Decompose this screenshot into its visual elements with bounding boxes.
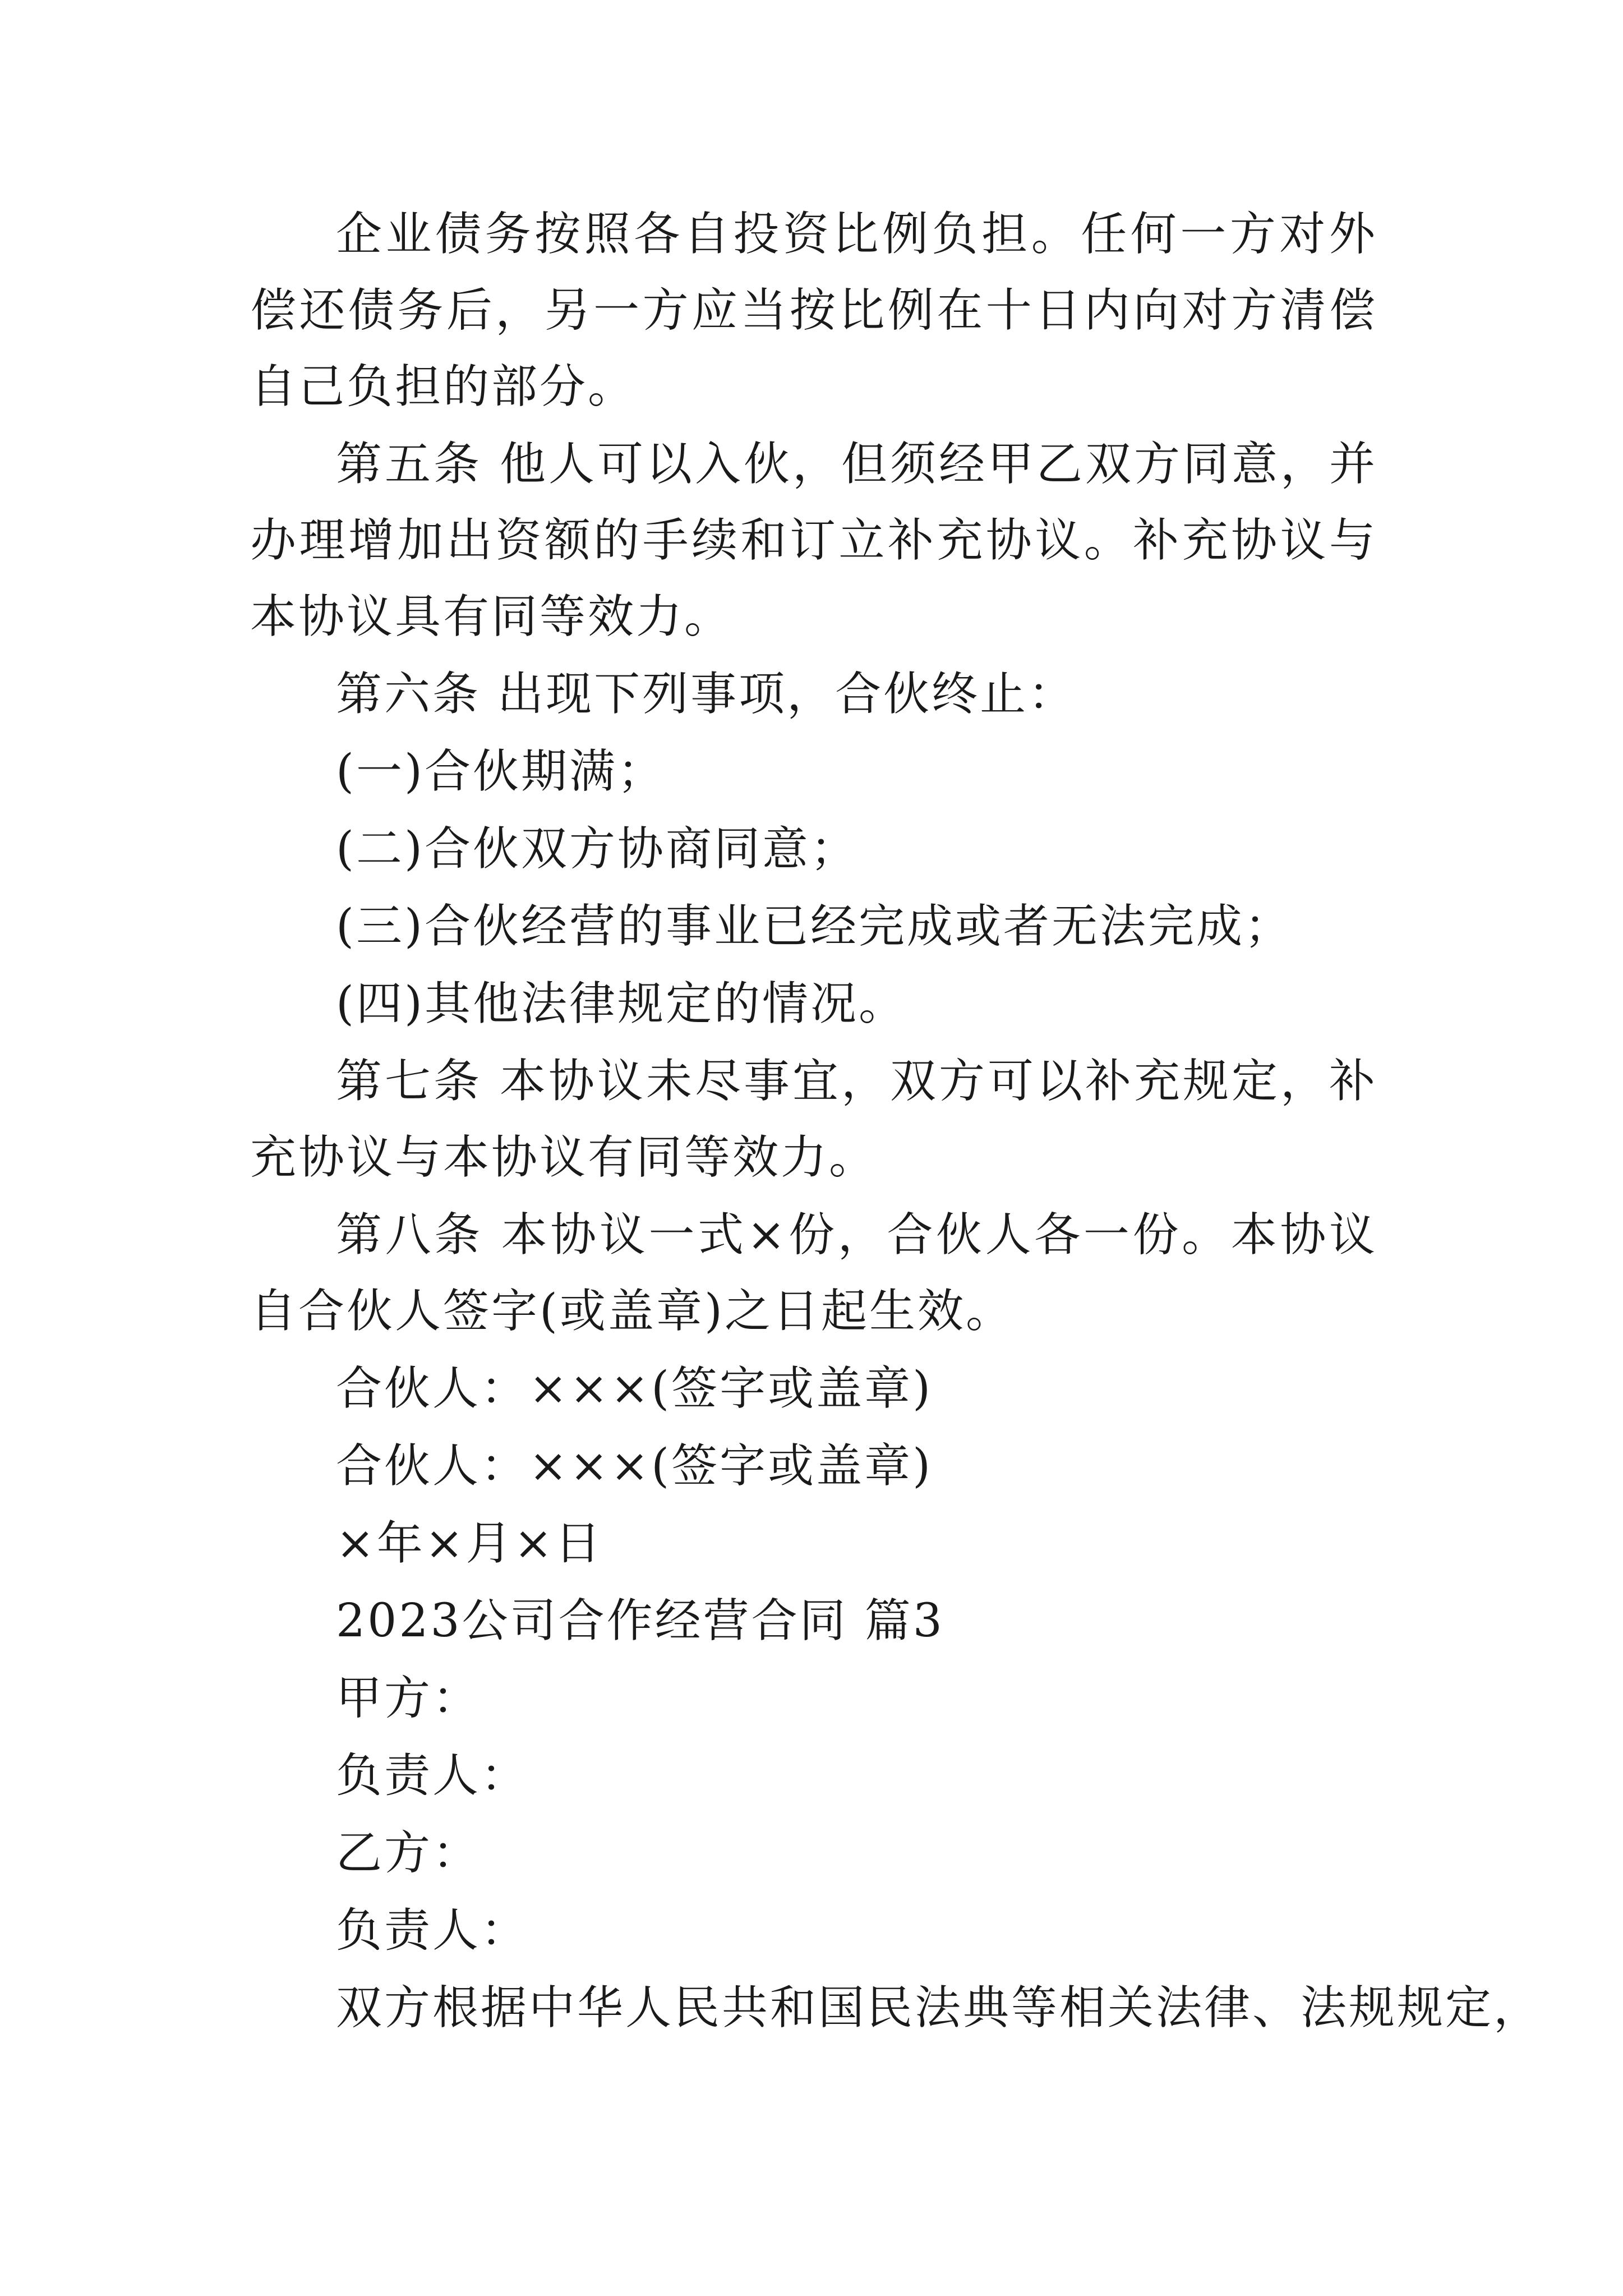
party-b-label: 乙方：: [336, 1826, 481, 1880]
article-6-item-2: (二)合伙双方协商同意；: [336, 822, 859, 876]
paragraph-article-8: 第八条 本协议一式×份，合伙人各一份。本协议自合伙人签字(或盖章)之日起生效。: [250, 1208, 1377, 1338]
document-body: [250, 196, 1542, 2047]
paragraph-article-7: 第七条 本协议未尽事宜，双方可以补充规定，补充协议与本协议有同等效力。: [250, 1055, 1377, 1184]
paragraph-article-5: 第五条 他人可以入伙，但须经甲乙双方同意，并办理增加出资额的手续和订立补充协议。补充协议与本协议具有同等效力。: [250, 438, 1377, 643]
party-a-label: 甲方：: [336, 1672, 481, 1725]
preamble-line: 双方根据中华人民共和国民法典等相关法律、法规规定，: [336, 1981, 1542, 2035]
signature-partner-2: 合伙人：×××(签字或盖章): [336, 1439, 933, 1493]
signature-partner-1: 合伙人：×××(签字或盖章): [336, 1362, 933, 1415]
signature-date: ×年×月×日: [336, 1517, 603, 1570]
article-6-item-3: (三)合伙经营的事业已经完成或者无法完成；: [336, 900, 1293, 953]
party-b-representative-label: 负责人：: [336, 1904, 529, 1957]
article-6-item-4: (四)其他法律规定的情况。: [336, 977, 907, 1030]
article-6-heading: 第六条 出现下列事项，合伙终止：: [336, 668, 1077, 721]
paragraph-debt-sharing: 企业债务按照各自投资比例负担。任何一方对外偿还债务后，另一方应当按比例在十日内向对方清偿自己负担的部分。: [250, 208, 1377, 413]
section-title: 2023公司合作经营合同 篇3: [336, 1594, 944, 1648]
party-a-representative-label: 负责人：: [336, 1749, 529, 1802]
article-6-item-1: (一)合伙期满；: [336, 745, 666, 798]
